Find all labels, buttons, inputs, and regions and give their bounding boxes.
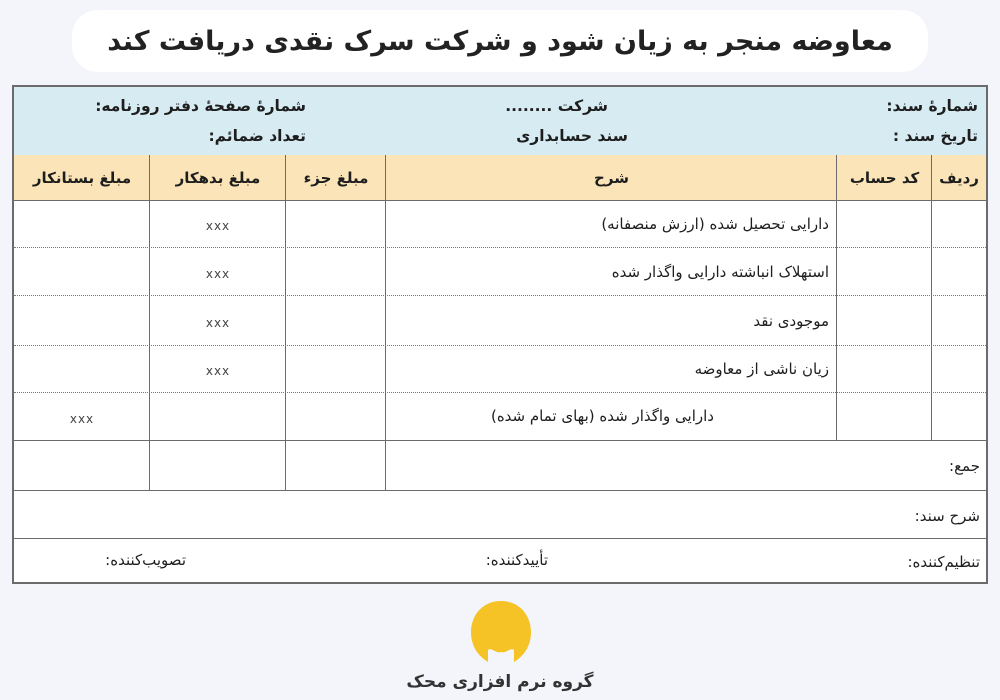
accounting-voucher: [12, 85, 988, 584]
row-4-description: زیان ناشی از معاوضه: [694, 360, 829, 378]
company-label: شرکت ........: [505, 97, 608, 115]
ratified-by-label: تصویب‌کننده:: [105, 551, 186, 569]
col-row: ردیف: [932, 155, 986, 201]
row-3-debit: xxx: [205, 316, 231, 330]
col-debit: مبلغ بدهکار: [150, 155, 286, 201]
doc-date-label: تاریخ سند :: [892, 127, 978, 145]
approved-by-label: تأییدکننده:: [485, 551, 548, 569]
row-divider: [14, 392, 986, 393]
journal-page-label: شمارهٔ صفحهٔ دفتر روزنامه:: [95, 97, 306, 115]
col-description: شرح: [386, 155, 837, 201]
attachments-label: تعداد ضمائم:: [208, 127, 306, 145]
brand-logo-icon: [468, 598, 534, 668]
doc-number-label: شمارهٔ سند:: [886, 97, 978, 115]
grid-line: [931, 155, 932, 440]
row-divider: [14, 345, 986, 346]
grid-line: [836, 155, 837, 440]
description-bottom-line: [14, 538, 986, 539]
row-1-debit: xxx: [205, 219, 231, 233]
col-credit: مبلغ بستانکار: [14, 155, 150, 201]
row-1-description: دارایی تحصیل شده (ارزش منصفانه): [601, 215, 829, 233]
voucher-title: سند حسابداری: [516, 127, 628, 145]
col-account-code: کد حساب: [837, 155, 932, 201]
prepared-by-label: تنظیم‌کننده:: [907, 553, 980, 571]
brand-name: گروه نرم افزاری محک: [406, 672, 594, 692]
row-2-description: استهلاک انباشته دارایی واگذار شده: [611, 263, 829, 281]
page-title: معاوضه منجر به زیان شود و شرکت سرک نقدی دریافت کند: [107, 25, 893, 57]
voucher-header: [14, 87, 986, 156]
total-bottom-line: [14, 490, 986, 491]
row-5-credit: xxx: [69, 412, 95, 426]
row-divider: [14, 295, 986, 296]
row-divider: [14, 247, 986, 248]
row-2-debit: xxx: [205, 267, 231, 281]
title-banner: [72, 10, 928, 72]
col-partial-amount: مبلغ جزء: [286, 155, 386, 201]
row-4-debit: xxx: [205, 364, 231, 378]
total-label: جمع:: [949, 457, 980, 475]
table-bottom-line: [14, 440, 986, 441]
row-3-description: موجودی نقد: [753, 312, 829, 330]
row-5-description: دارایی واگذار شده (بهای تمام شده): [490, 407, 714, 425]
doc-description-label: شرح سند:: [914, 507, 980, 525]
